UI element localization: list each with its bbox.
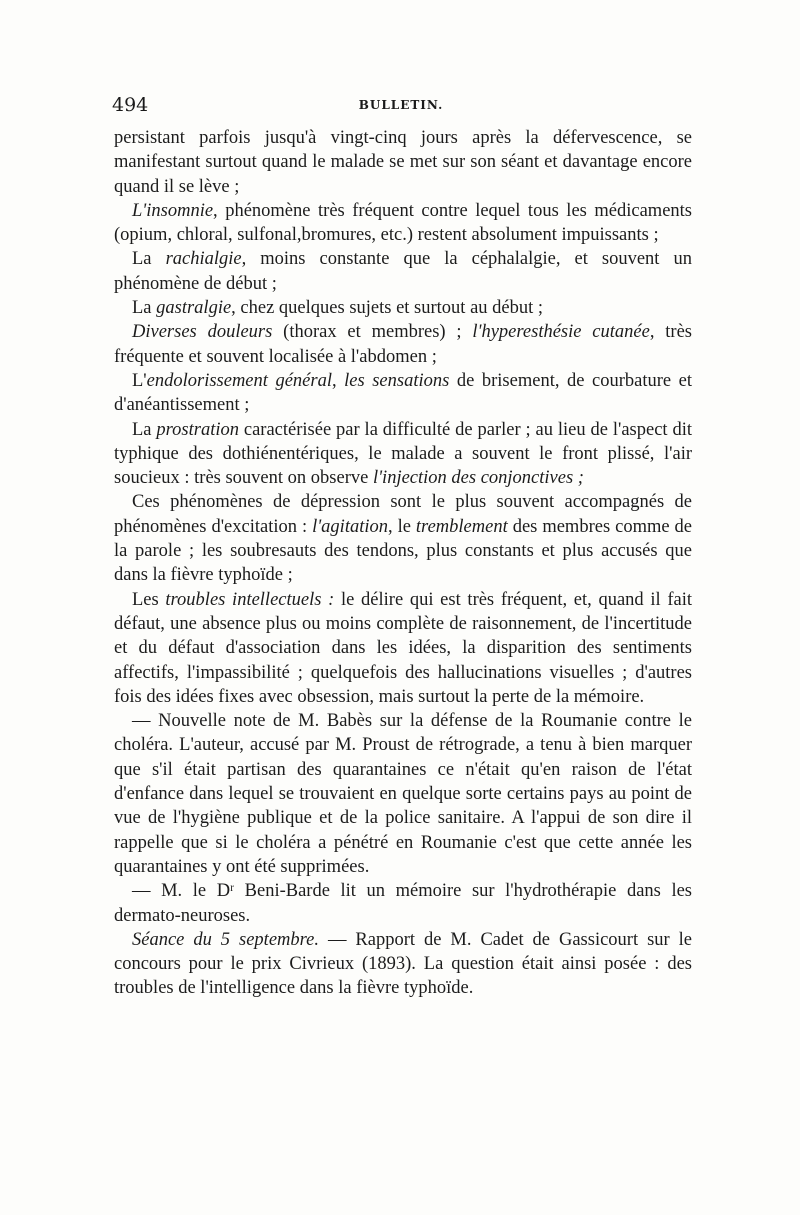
text-segment: , le	[387, 516, 416, 537]
text-segment: — Nouvelle note de M. Babès sur la défense de la Roumanie contre le choléra. L'auteur, accusé par M. Proust de rétrograde, a tenu à bien marquer que s'il était partisan des quarantaines ce n'était qu'en raison de l'état d'enfance dans lequel se trouvaient en quelque sorte certains pays au point de vue de l'hygiène publique et de la police sanitaire. A l'appui de son dire il rappelle que si le choléra a pénétré en Roumanie c'est que cette année les quarantaines y ont été supprimées.	[114, 711, 692, 877]
text-segment: le délire qui est très fréquent, et, quand il fait défaut, une absence plus ou moins complète de raisonnement, de l'incertitude et du défaut d'association dans les idées, la disparition des sentiments affectifs, l'impassibilité ; quelquefois des hallucinations visuelles ; d'autres fois des idées fixes avec obsession, mais surtout la perte de la mémoire.	[114, 589, 692, 707]
paragraph	[114, 709, 692, 879]
italic-text: les sensations	[344, 370, 450, 391]
page-header	[112, 94, 690, 124]
paragraph	[114, 879, 692, 928]
paragraph	[114, 418, 692, 491]
text-segment: persistant parfois jusqu'à vingt-cinq jours après la défervescence, se manifestant surtout quand le malade se met sur son séant et davantage encore quand il se lève ;	[114, 128, 692, 197]
text-segment: — M. le Dʳ Beni-Barde lit un mémoire sur l'hydrothérapie dans les dermato-neuroses.	[114, 881, 692, 926]
text-segment: Ces phénomènes de dépression sont le plus souvent accompagnés de phénomènes d'excitation :	[114, 492, 692, 537]
text-segment: de brisement, de courbature et d'anéantissement ;	[114, 370, 692, 416]
text-segment: , chez quelques sujets et surtout au début ;	[231, 298, 544, 319]
italic-text: Séance du 5 septembre.	[132, 929, 319, 950]
text-segment: La	[132, 249, 166, 270]
text-segment: La	[132, 419, 157, 440]
italic-text: rachialgie	[165, 249, 242, 270]
italic-text: l'injection des conjonctives ;	[372, 468, 584, 489]
text-segment: La	[132, 298, 157, 319]
paragraph	[114, 126, 692, 199]
paragraph	[114, 296, 692, 320]
italic-text: gastralgie	[156, 298, 232, 319]
text-segment: Les	[132, 589, 166, 610]
text-segment: (thorax et membres) ;	[272, 322, 473, 343]
italic-text: l'agitation	[312, 516, 388, 537]
italic-text: prostration	[156, 419, 239, 440]
body-text	[114, 126, 692, 1001]
paragraph	[114, 928, 692, 1001]
text-segment: ,	[331, 370, 345, 391]
paragraph	[114, 247, 692, 296]
paragraph	[114, 199, 692, 248]
paragraph	[114, 369, 692, 418]
italic-text: l'hyperesthésie cutanée	[472, 322, 650, 343]
text-segment: , moins constante que la céphalalgie, et souvent un phénomène de début ;	[114, 249, 692, 294]
text-segment: — Rapport de M. Cadet de Gassicourt sur le concours pour le prix Civrieux (1893). La question était ainsi posée : des troubles de l'intelligence dans la fièvre typhoïde.	[114, 929, 692, 999]
paragraph	[114, 490, 692, 587]
italic-text: Diverses douleurs	[132, 322, 273, 343]
text-segment: , phénomène très fréquent contre lequel tous les médicaments (opium, chloral, sulfonal,bromures, etc.) restent absolument impuissants ;	[114, 200, 692, 246]
italic-text: L'insomnie	[132, 200, 214, 221]
text-segment: , très fréquente et souvent localisée à l'abdomen ;	[114, 322, 692, 367]
text-segment: caractérisée par la difficulté de parler ; au lieu de l'aspect dit typhique des dothiénentériques, le malade a souvent le front plissé, l'air soucieux : très souvent on observe	[114, 419, 692, 489]
running-head: BULLETIN.	[358, 98, 444, 112]
italic-text: tremblement	[415, 516, 508, 537]
paragraph	[114, 320, 692, 369]
italic-text: endolorissement général	[146, 370, 332, 391]
paragraph	[114, 588, 692, 709]
page-number: 494	[112, 94, 149, 116]
italic-text: troubles intellectuels :	[165, 589, 335, 610]
text-segment: des membres comme de la parole ; les soubresauts des tendons, plus constants et plus accusés que dans la fièvre typhoïde ;	[114, 516, 693, 586]
text-segment: L'	[132, 370, 147, 391]
